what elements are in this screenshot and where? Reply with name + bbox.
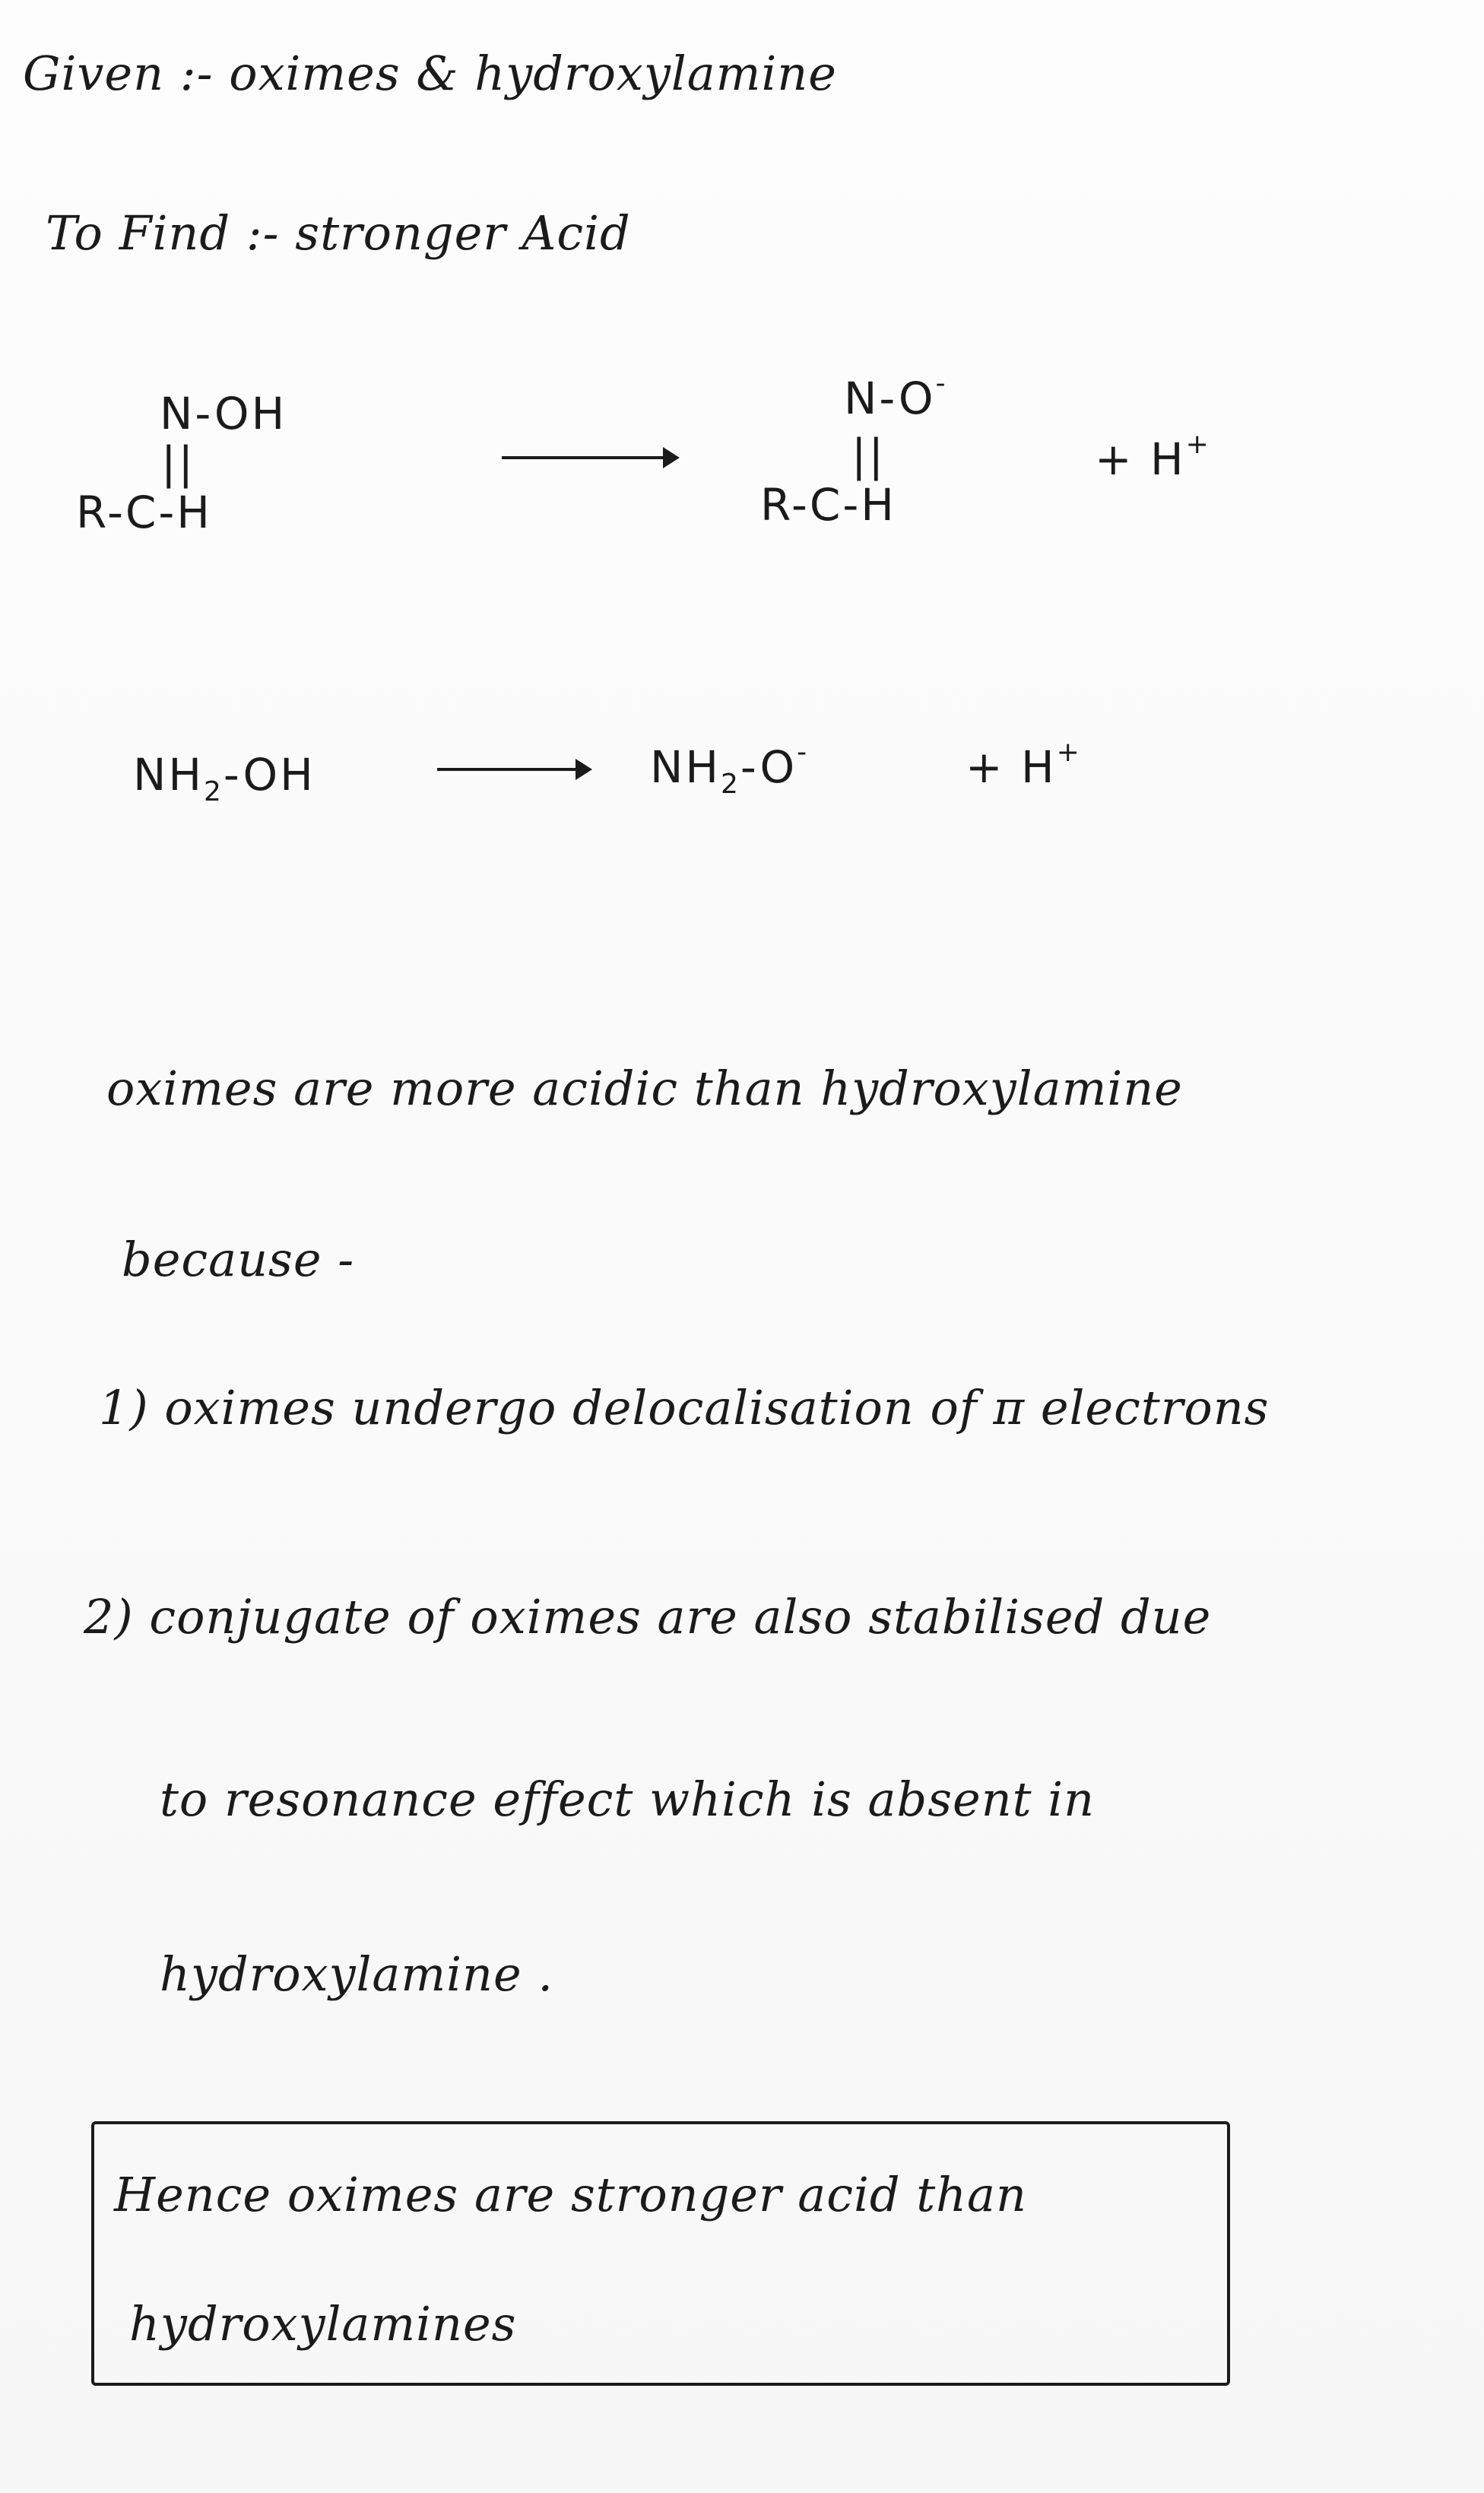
hydroxylamine-anion-o: -O	[740, 741, 797, 793]
to-find-line: To Find :- stronger Acid	[46, 205, 631, 261]
reaction2-arrow	[437, 768, 589, 771]
oximate-double-bond: ||	[851, 430, 886, 481]
oxime-n-oh: N-OH	[160, 388, 287, 439]
oximate-charge: -	[935, 368, 948, 399]
reaction2-proton-text: + H	[966, 741, 1057, 793]
hydroxylamine-anion-nh: NH	[650, 741, 721, 793]
answer-line-2: hydroxylamines	[129, 2296, 517, 2352]
oximate-n-o	[844, 368, 948, 424]
conclusion-line: oximes are more acidic than hydroxylamine	[106, 1061, 1183, 1116]
reaction2-proton	[966, 737, 1082, 793]
oxime-r-c-h: R-C-H	[76, 487, 212, 538]
hydroxylamine-nh: NH	[133, 749, 204, 801]
reason-2-line-2: to resonance effect which is absent in	[160, 1771, 1096, 1827]
reaction1-proton-charge: +	[1185, 429, 1211, 460]
because-line: because -	[122, 1232, 355, 1287]
oximate-n-o-text: N-O	[844, 373, 936, 424]
hydroxylamine-anion-charge: -	[797, 737, 810, 768]
reaction1-proton-text: + H	[1095, 433, 1186, 485]
hydroxylamine-anion-sub: 2	[721, 769, 740, 800]
hydroxylamine-sub: 2	[204, 776, 224, 807]
hydroxylamine-oh: -OH	[223, 749, 316, 801]
reaction1-proton	[1095, 429, 1211, 485]
given-line: Given :- oximes & hydroxylamine	[23, 46, 837, 101]
reaction1-arrow	[502, 456, 677, 459]
reason-2-line-3: hydroxylamine .	[160, 1946, 554, 2002]
reason-1: 1) oximes undergo delocalisation of π electrons	[99, 1380, 1270, 1435]
hydroxylamine-product	[650, 737, 810, 800]
answer-line-1: Hence oximes are stronger acid than	[114, 2167, 1027, 2222]
oxime-double-bond: ||	[161, 437, 196, 489]
reaction2-proton-charge: +	[1056, 737, 1082, 768]
hydroxylamine-reactant	[133, 749, 316, 807]
reason-2-line-1: 2) conjugate of oximes are also stabilised due	[84, 1589, 1212, 1645]
oximate-r-c-h: R-C-H	[760, 479, 896, 531]
